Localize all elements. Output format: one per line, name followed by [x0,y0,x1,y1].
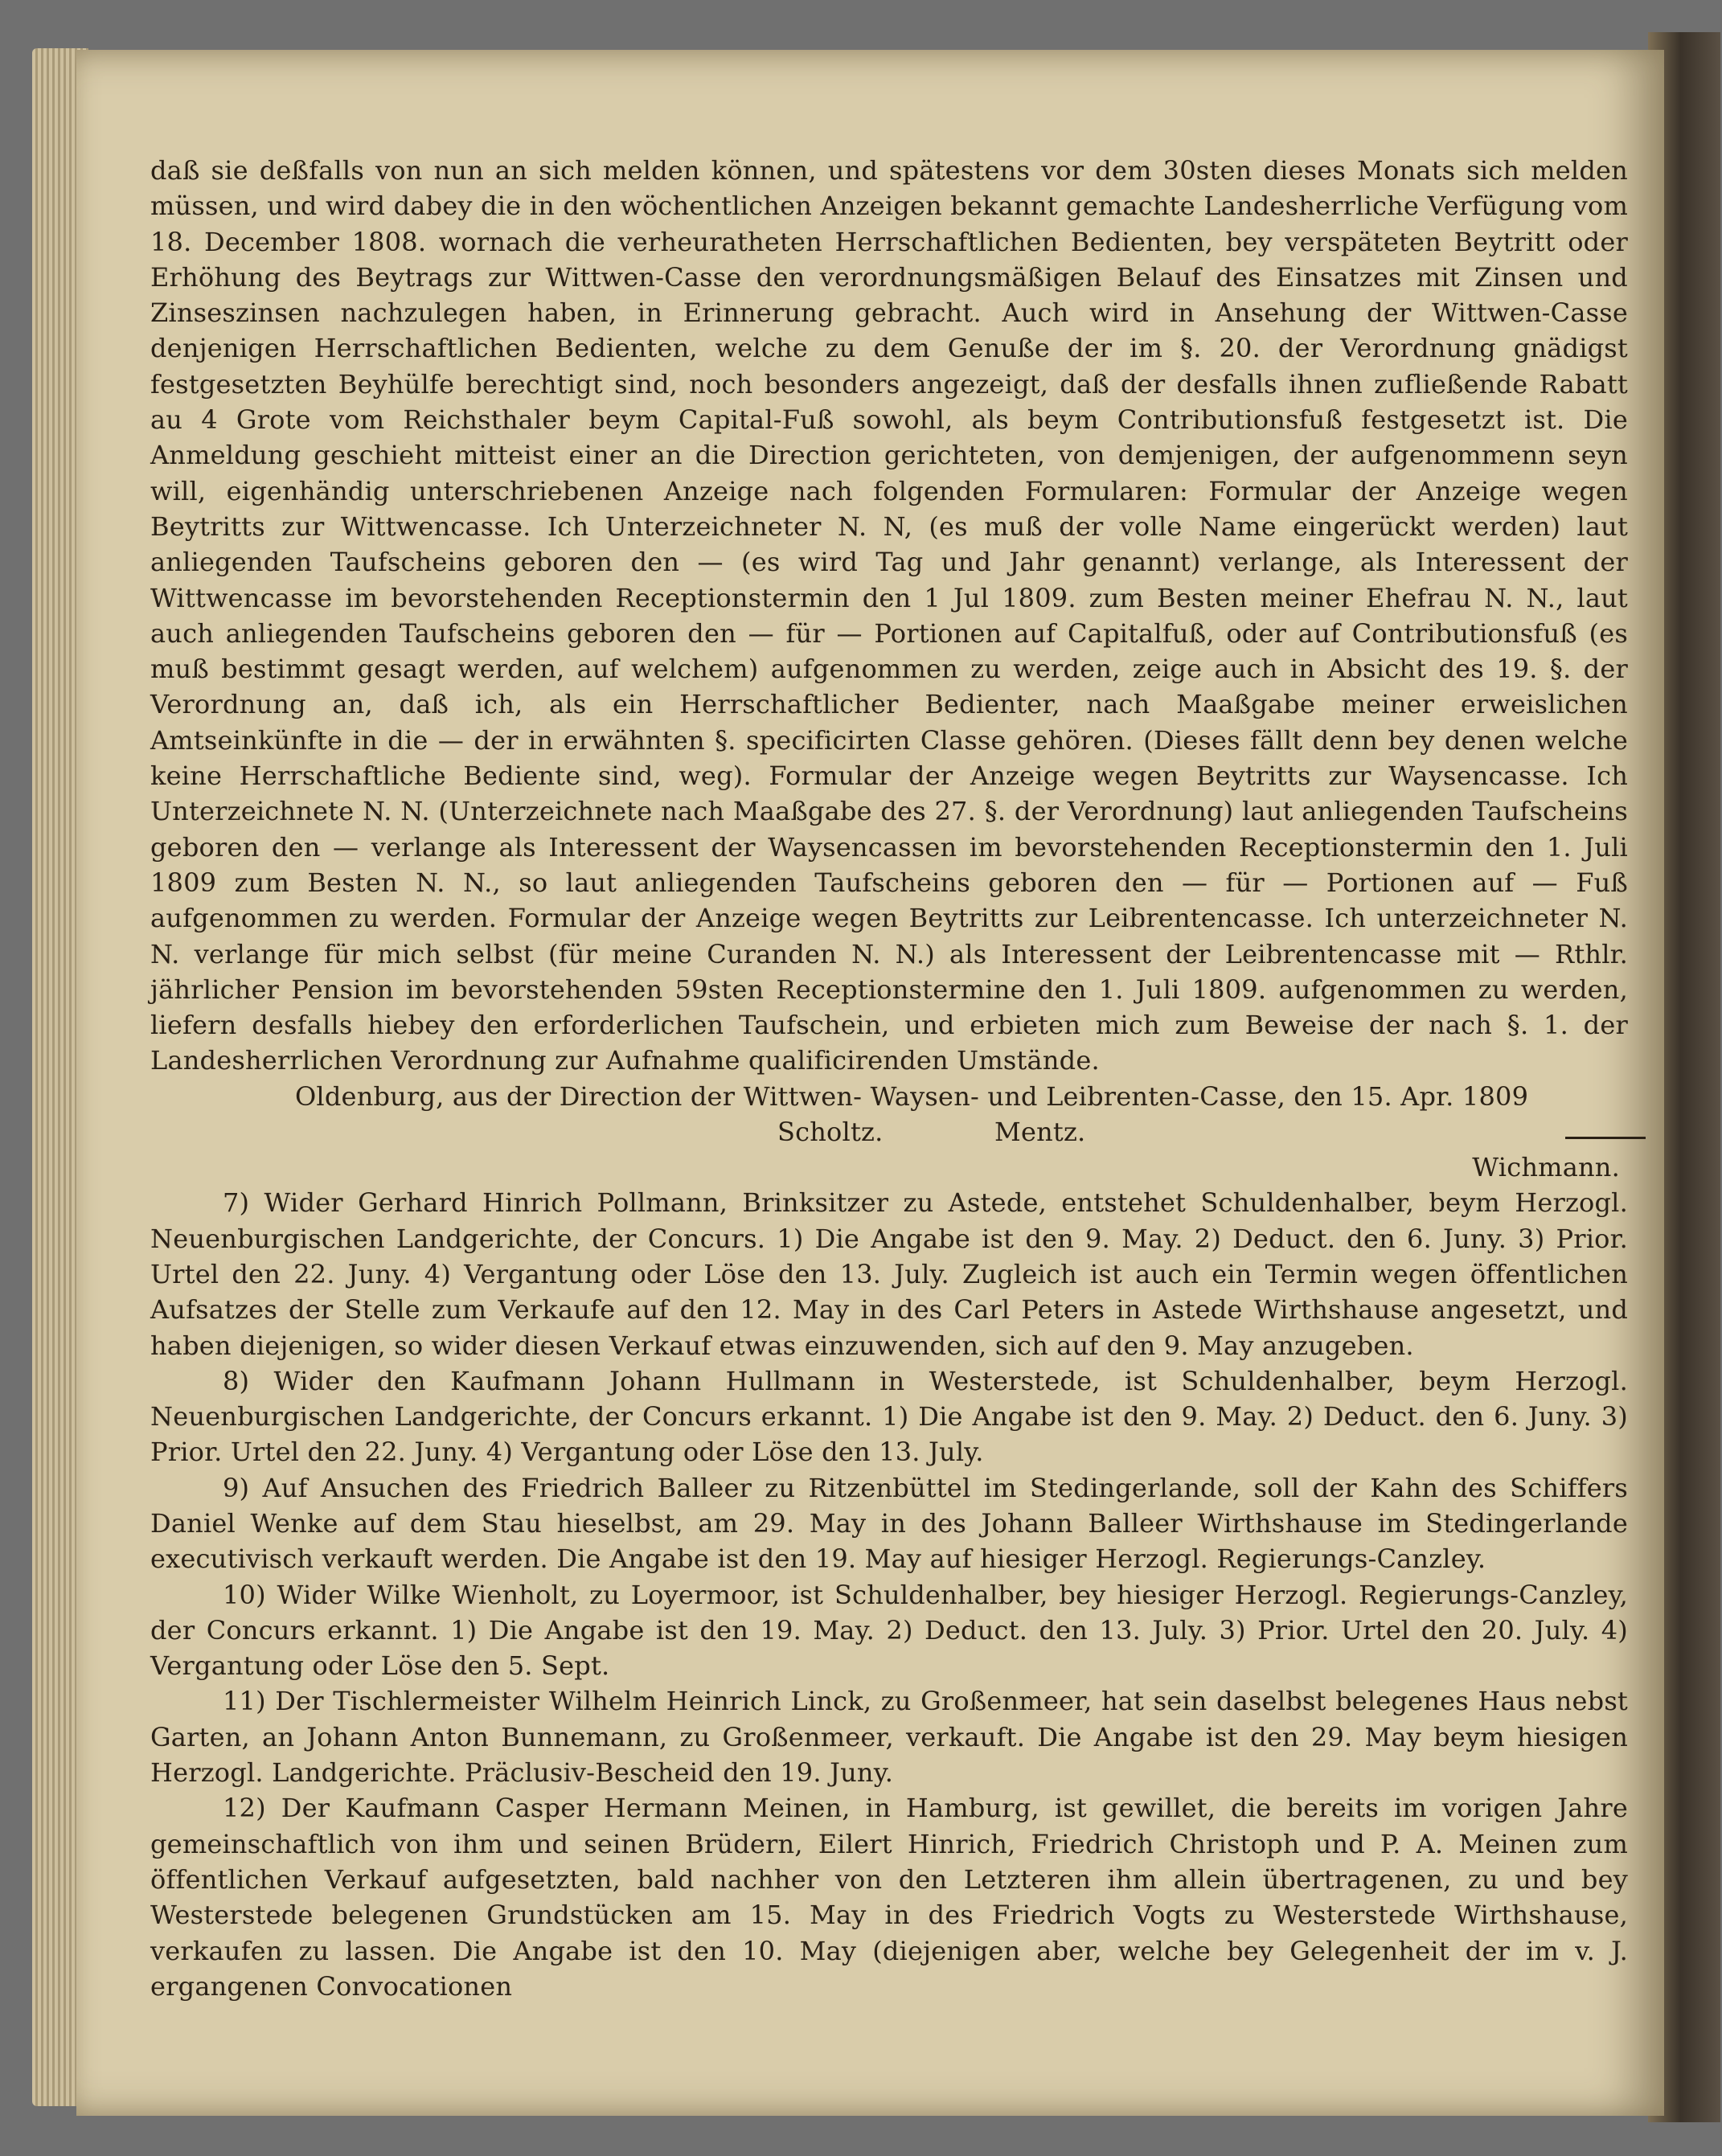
document-page [76,50,1664,2116]
notice-item-8: 8) Wider den Kaufmann Johann Hullmann in Westerstede, ist Schuldenhalber, beym Herzogl. Neuenburgischen Landgerichte, der Concurs erkannt. 1) Die Angabe ist den 9. May. 2) Deduct. den 6. Juny. 3) Prior. Urtel den 22. Juny. 4) Vergantung oder Löse den 13. July. [150,1365,1628,1468]
closing-place-date: Oldenburg, aus der Direction der Wittwen- Waysen- und Leibrenten-Casse, den 15. Apr. 1809 [295,1080,1529,1112]
signature-row [150,1114,1628,1150]
signature-mentz: Mentz. [994,1117,1086,1148]
notice-item-11: 11) Der Tischlermeister Wilhelm Heinrich Linck, zu Großenmeer, hat sein daselbst belegenes Haus nebst Garten, an Johann Anton Bunnemann, zu Großenmeer, verkauft. Die Angabe ist den 29. May beym hiesigen Herzogl. Landgerichte. Präclusiv-Bescheid den 19. Juny. [150,1686,1628,1789]
signature-scholtz: Scholtz. [777,1117,884,1148]
page-text [150,153,1628,2004]
signature-wichmann: Wichmann. [1472,1152,1620,1183]
signature-rule [1565,1137,1646,1139]
notice-item-10: 10) Wider Wilke Wienholt, zu Loyermoor, ist Schuldenhalber, bey hiesiger Herzogl. Regierungs-Canzley, der Concurs erkannt. 1) Die Angabe ist den 19. May. 2) Deduct. den 13. July. 3) Prior. Urtel den 20. July. 4) Vergantung oder Löse den 5. Sept. [150,1579,1628,1682]
notice-item-7: 7) Wider Gerhard Hinrich Pollmann, Brinksitzer zu Astede, entstehet Schuldenhalber, beym Herzogl. Neuenburgischen Landgerichte, der Concurs. 1) Die Angabe ist den 9. May. 2) Deduct. den 6. Juny. 3) Prior. Urtel den 22. Juny. 4) Vergantung oder Löse den 13. July. Zugleich ist auch ein Termin wegen öffentlichen Aufsatzes der Stelle zum Verkaufe auf den 12. May in des Carl Peters in Astede Wirthshause angesetzt, und haben diejenigen, so wider diesen Verkauf etwas einzuwenden, sich auf den 9. May anzugeben. [150,1187,1628,1361]
closing-block [150,1079,1628,1186]
notice-item-12: 12) Der Kaufmann Casper Hermann Meinen, in Hamburg, ist gewillet, die bereits im vorigen Jahre gemeinschaftlich von ihm und seinen Brüdern, Eilert Hinrich, Friedrich Christoph und P. A. Meinen zum öffentlichen Verkauf aufgesetzten, bald nachher von den Letzteren ihm allein übertragenen, zu und bey Westerstede belegenen Grundstücken am 15. May in des Friedrich Vogts zu Westerstede Wirthshause, verkaufen zu lassen. Die Angabe ist den 10. May (diejenigen aber, welche bey Gelegenheit der im v. J. ergangenen Convocationen [150,1793,1628,2002]
intro-paragraph: daß sie deßfalls von nun an sich melden können, und spätestens vor dem 30sten dieses Monats sich melden müssen, und wird dabey die in den wöchentlichen Anzeigen bekannt gemachte Landesherrliche Verfügung vom 18. December 1808. wornach die verheuratheten Herrschaftlichen Bedienten, bey verspäteten Beytritt oder Erhöhung des Beytrags zur Wittwen-Casse den verordnungsmäßigen Belauf des Einsatzes mit Zinsen und Zinseszinsen nachzulegen haben, in Erinnerung gebracht. Auch wird in Ansehung der Wittwen-Casse denjenigen Herrschaftlichen Bedienten, welche zu dem Genuße der im §. 20. der Verordnung gnädigst festgesetzten Beyhülfe berechtigt sind, noch besonders angezeigt, daß der desfalls ihnen zufließende Rabatt au 4 Grote vom Reichsthaler beym Capital-Fuß sowohl, als beym Contributionsfuß festgesetzt ist. Die Anmeldung geschieht mitteist einer an die Direction gerichteten, von demjenigen, der aufgenommenn seyn will, eigenhändig unterschriebenen Anzeige nach folgenden Formularen: Formular der Anzeige wegen Beytritts zur Wittwencasse. Ich Unterzeichneter N. N, (es muß der volle Name eingerückt werden) laut anliegenden Taufscheins geboren den — (es wird Tag und Jahr genannt) verlange, als Interessent der Wittwencasse im bevorstehenden Receptionstermin den 1 Jul 1809. zum Besten meiner Ehefrau N. N., laut auch anliegenden Taufscheins geboren den — für — Portionen auf Capitalfuß, oder auf Contributionsfuß (es muß bestimmt gesagt werden, auf welchem) aufgenommen zu werden, zeige auch in Absicht des 19. §. der Verordnung an, daß ich, als ein Herrschaftlicher Bedienter, nach Maaßgabe meiner erweislichen Amtseinkünfte in die — der in erwähnten §. specificirten Classe gehören. (Dieses fällt denn bey denen welche keine Herrschaftliche Bediente sind, weg). Formular der Anzeige wegen Beytritts zur Waysencasse. Ich Unterzeichnete N. N. (Unterzeichnete nach Maaßgabe des 27. §. der Verordnung) laut anliegenden Taufscheins geboren den — verlange als Interessent der Waysencassen im bevorstehenden Receptionstermin den 1. Juli 1809 zum Besten N. N., so laut anliegenden Taufscheins geboren den — für — Portionen auf — Fuß aufgenommen zu werden. Formular der Anzeige wegen Beytritts zur Leibrentencasse. Ich unterzeichneter N. N. verlange für mich selbst (für meine Curanden N. N.) als Interessent der Leibrentencasse mit — Rthlr. jährlicher Pension im bevorstehenden 59sten Receptionstermine den 1. Juli 1809. aufgenommen zu werden, liefern desfalls hiebey den erforderlichen Taufschein, und erbieten mich zum Beweise der nach §. 1. der Landesherrlichen Verordnung zur Aufnahme qualificirenden Umstände. [150,155,1628,1076]
notice-item-9: 9) Auf Ansuchen des Friedrich Balleer zu Ritzenbüttel im Stedingerlande, soll der Kahn des Schiffers Daniel Wenke auf dem Stau hieselbst, am 29. May in des Johann Balleer Wirthshause im Stedingerlande executivisch verkauft werden. Die Angabe ist den 19. May auf hiesiger Herzogl. Regierungs-Canzley. [150,1472,1628,1575]
